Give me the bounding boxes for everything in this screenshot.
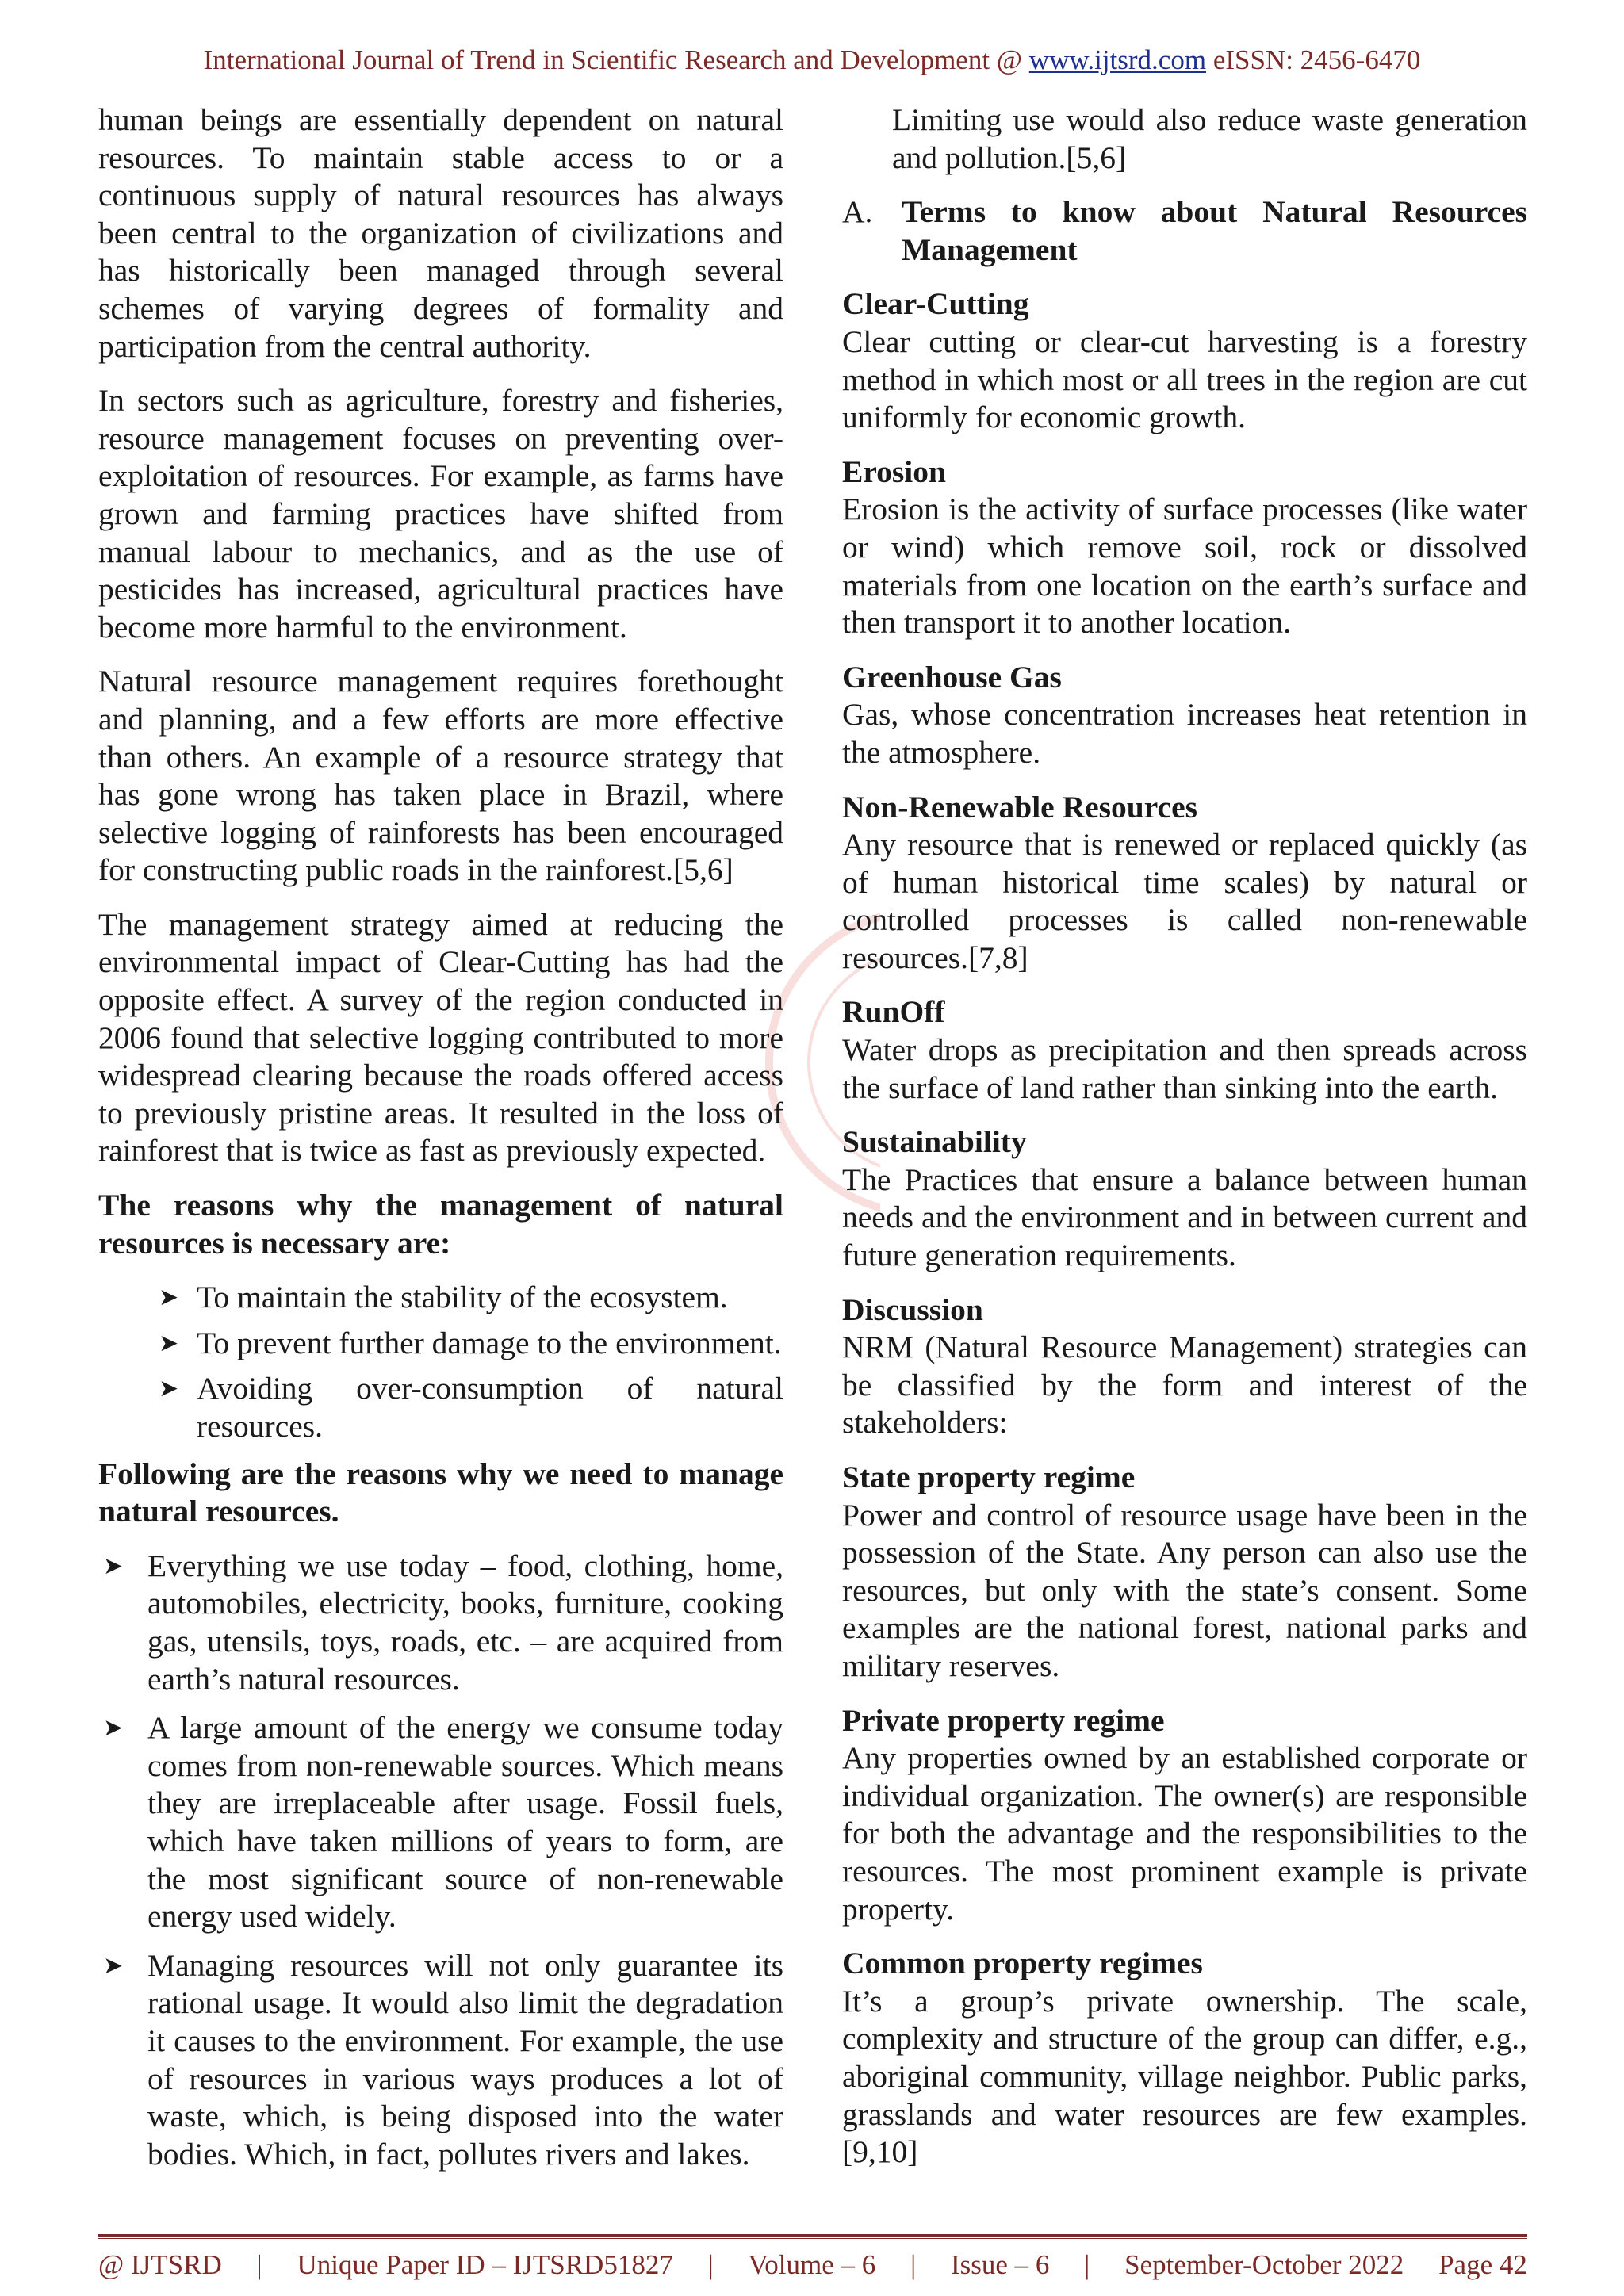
term-definition: Water drops as precipitation and then spreads across the surface of land rather than sinking into the earth. [842, 1032, 1527, 1105]
list-item-text: Avoiding over-consumption of natural resources. [197, 1371, 783, 1444]
arrow-bullet-icon: ➤ [159, 1330, 179, 1357]
footer-date: September-October 2022 [1124, 2249, 1404, 2280]
term-definition: Clear cutting or clear-cut harvesting is a forestry method in which most or all trees in the region are cut uniformly for economic growth. [842, 323, 1527, 435]
section-title: Terms to know about Natural Resources Management [902, 194, 1527, 267]
arrow-bullet-icon: ➤ [103, 1952, 124, 1979]
footer-divider-thin [98, 2238, 1527, 2239]
term-definition: Power and control of resource usage have been in the possession of the State. Any person can also use the resources, but only with the state’s consent. Some examples are the national forest, national parks and military reserves. [842, 1497, 1527, 1683]
term-definition: Erosion is the activity of surface processes (like water or wind) which remove soil, rock or dissolved materials from one location on the earth’s surface and then transport it to another location. [842, 492, 1527, 641]
list-item-text: To prevent further damage to the environment. [197, 1325, 782, 1360]
header-journal-name: International Journal of Trend in Scientific Research and Development @ [203, 44, 1029, 75]
header-journal-link[interactable]: www.ijtsrd.com [1028, 44, 1207, 75]
discussion-text: NRM (Natural Resource Management) strategies can be classified by the form and interest of the stakeholders: [842, 1330, 1527, 1441]
term-definition: Any properties owned by an established corporate or individual organization. The owner(s) are responsible for both the advantage and the responsibilities to the resources. The most prominent example is private property. [842, 1740, 1527, 1927]
list-item-text: Everything we use today – food, clothing, home, automobiles, electricity, books, furniture, cooking gas, utensils, toys, roads, etc. – are acquired from earth’s natural resources. [147, 1548, 783, 1697]
paragraph: human beings are essentially dependent on natural resources. To maintain stable access to or a continuous supply of natural resources has always been central to the organization of civilizations and has historically been managed through several schemes of varying degrees of formality and participation from the central authority. [98, 102, 783, 364]
running-header [0, 46, 1624, 74]
term-title: Greenhouse Gas [842, 659, 1062, 695]
arrow-bullet-icon: ➤ [159, 1284, 179, 1311]
footer-journal: @ IJTSRD [98, 2249, 222, 2280]
term-title: Erosion [842, 453, 946, 489]
term-definition: Any resource that is renewed or replaced quickly (as of human historical time scales) by natural or controlled processes is called non-renewable resources.[7,8] [842, 827, 1527, 975]
term-title: Clear-Cutting [842, 286, 1029, 322]
footer-separator: | [256, 2249, 262, 2280]
footer-separator: | [910, 2249, 917, 2280]
term-title: State property regime [842, 1460, 1136, 1494]
header-issn: eISSN: 2456-6470 [1206, 44, 1421, 75]
footer-separator: | [707, 2249, 714, 2280]
list-item-text: To maintain the stability of the ecosystem. [197, 1280, 728, 1315]
list-item-text: A large amount of the energy we consume today comes from non-renewable sources. Which means they are irreplaceable after usage. Fossil fuels, which have taken millions of years to form, are the most significant source of non-renewable energy used widely. [147, 1710, 783, 1934]
list-item-text: Managing resources will not only guarantee its rational usage. It would also limit the degradation it causes to the environment. For example, the use of resources in various ways produces a lot of waste, which, is being disposed into the water bodies. Which, in fact, pollutes rivers and lakes. [147, 1947, 783, 2172]
right-column [842, 101, 1527, 2188]
term-definition: It’s a group’s private ownership. The scale, complexity and structure of the group can differ, e.g., aboriginal community, village neighbor. Public parks, grasslands and water resources are few examples.[9,10] [842, 1983, 1527, 2170]
list-item [98, 1947, 783, 2174]
footer-divider [98, 2234, 1527, 2237]
term-title: RunOff [842, 994, 945, 1030]
term-definition: Gas, whose concentration increases heat retention in the atmosphere. [842, 697, 1527, 770]
paragraph: The management strategy aimed at reducing the environmental impact of Clear-Cutting has had the opposite effect. A survey of the region conducted in 2006 found that selective logging contributed to more widespread clearing because the roads offered access to previously pristine areas. It resulted in the loss of rainforest that is twice as fast as previously expected. [98, 906, 783, 1169]
list-item [98, 1325, 783, 1363]
list-item [98, 1709, 783, 1936]
paragraph: In sectors such as agriculture, forestry and fisheries, resource management focuses on preventing over-exploitation of resources. For example, as farms have grown and farming practices have shifted from manual labour to mechanics, and as the use of pesticides has increased, agricultural practices have become more harmful to the environment. [98, 383, 783, 645]
reasons-list [98, 1279, 783, 1445]
paragraph: Natural resource management requires forethought and planning, and a few efforts are more effective than others. An example of a resource strategy that has gone wrong has taken place in Brazil, where selective logging of rainforests has been encouraged for constructing public roads in the rainforest.[5,6] [98, 664, 783, 888]
continuation-list-item: Limiting use would also reduce waste generation and pollution.[5,6] [892, 102, 1527, 175]
footer-separator: | [1084, 2249, 1090, 2280]
discussion-heading: Discussion [842, 1292, 983, 1327]
arrow-bullet-icon: ➤ [103, 1715, 124, 1742]
following-list [98, 1548, 783, 2174]
footer-page-number: Page 42 [1438, 2249, 1527, 2280]
list-item [98, 1370, 783, 1445]
term-title: Common property regimes [842, 1946, 1203, 1981]
section-letter: A. [842, 194, 873, 230]
term-title: Non-Renewable Resources [842, 789, 1197, 825]
footer-issue: Issue – 6 [951, 2249, 1050, 2280]
arrow-bullet-icon: ➤ [103, 1552, 124, 1579]
following-heading: Following are the reasons why we need to manage natural resources. [98, 1456, 783, 1529]
arrow-bullet-icon: ➤ [159, 1376, 179, 1402]
reasons-heading: The reasons why the management of natural resources is necessary are: [98, 1188, 783, 1261]
footer-paper-id: Unique Paper ID – IJTSRD51827 [297, 2249, 673, 2280]
list-item [98, 1279, 783, 1317]
term-definition: The Practices that ensure a balance between human needs and the environment and in between current and future generation requirements. [842, 1161, 1527, 1273]
term-title: Private property regime [842, 1702, 1165, 1738]
left-column [98, 101, 783, 2184]
term-title: Sustainability [842, 1124, 1027, 1160]
list-item [98, 1548, 783, 1698]
footer-volume: Volume – 6 [748, 2249, 876, 2280]
section-heading [842, 193, 1527, 269]
running-footer [98, 2251, 1527, 2279]
